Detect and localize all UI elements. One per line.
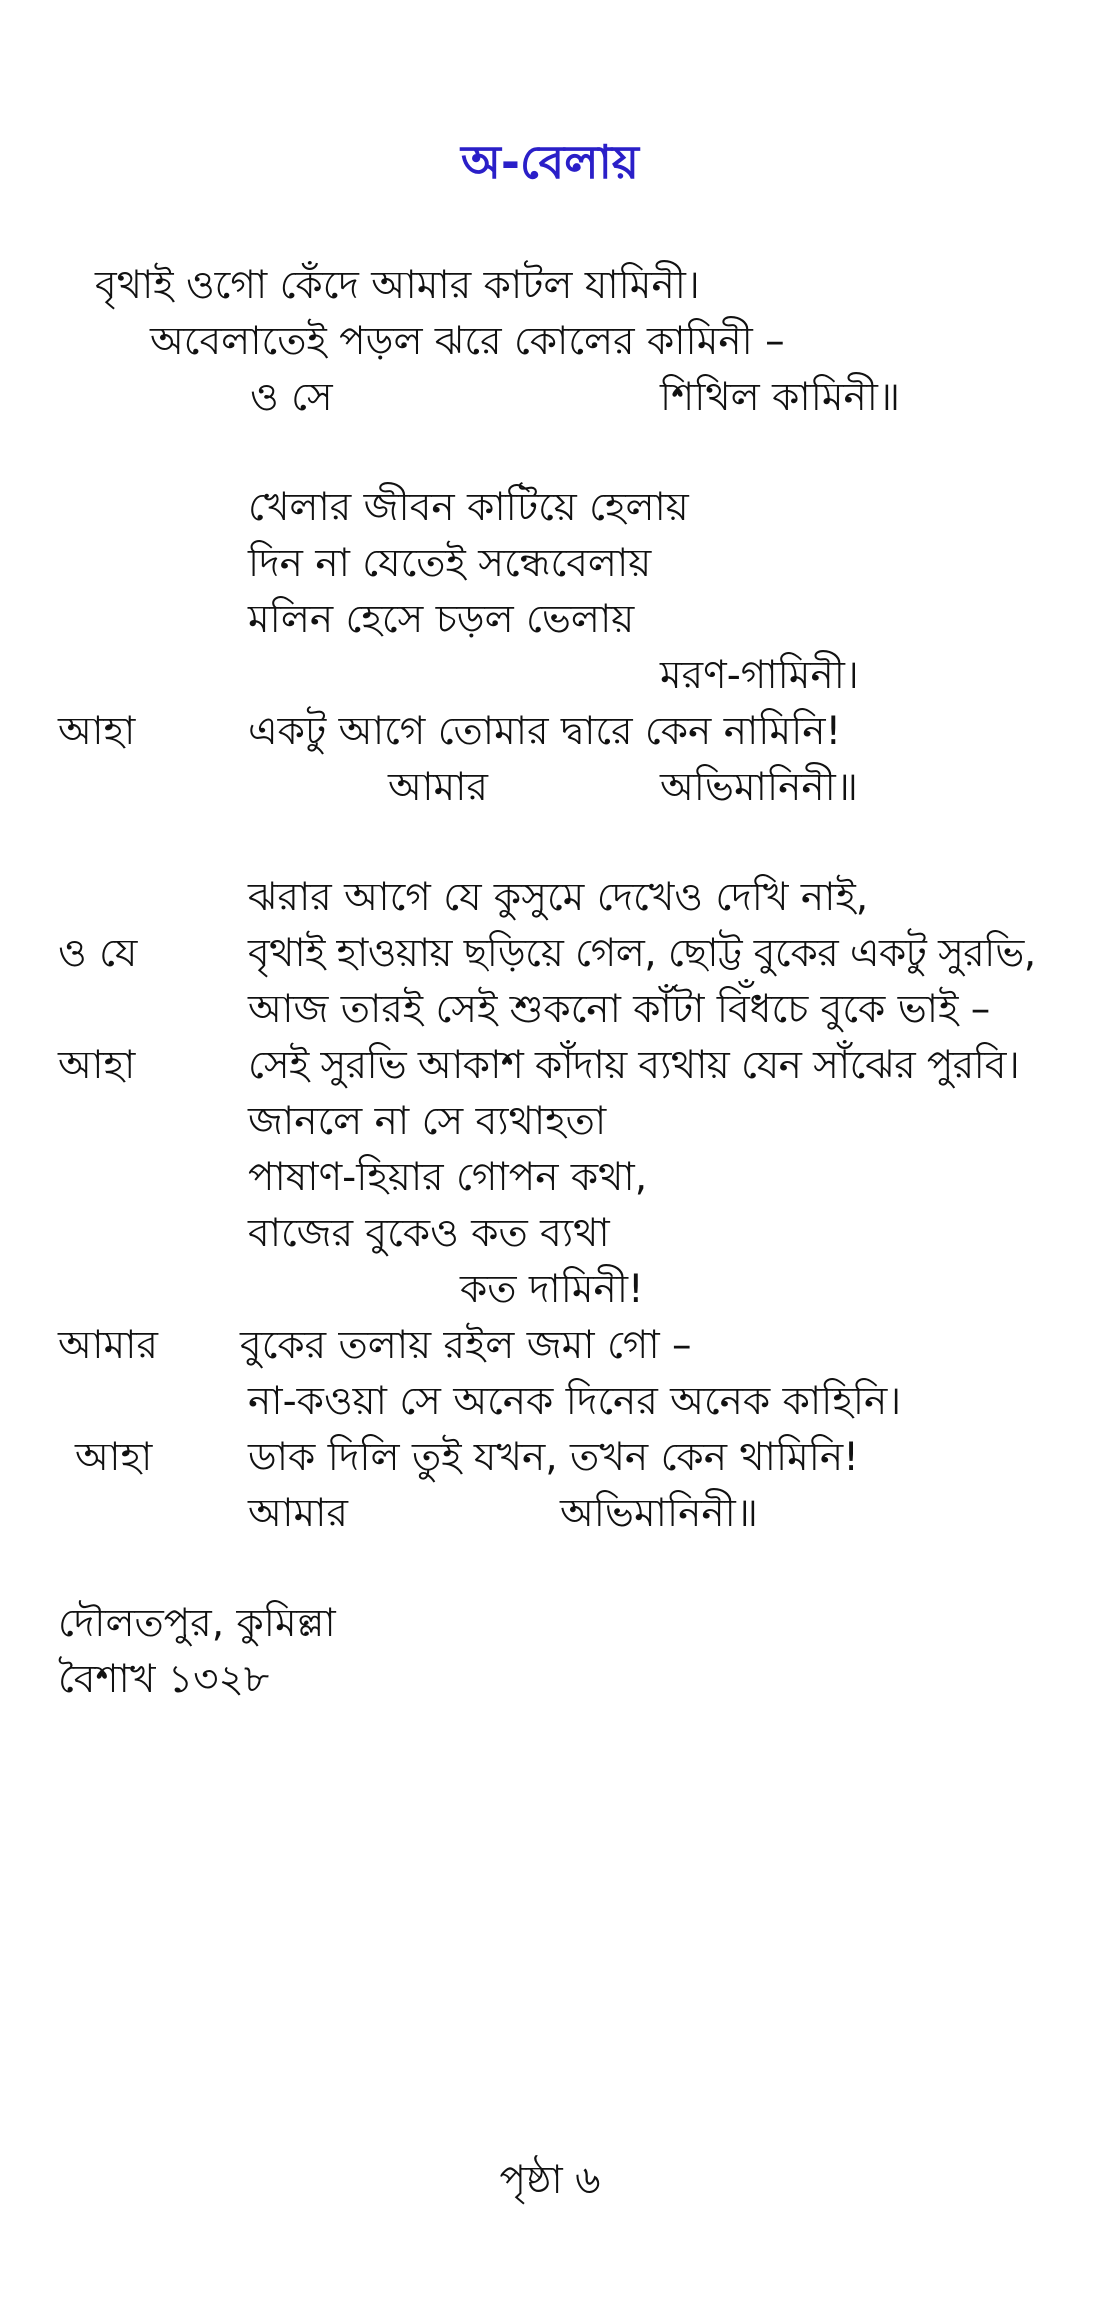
- poem-line: ও সে: [250, 375, 333, 420]
- poem-line: না-কওয়া সে অনেক দিনের অনেক কাহিনি।: [248, 1379, 902, 1424]
- footer-place: দৌলতপুর, কুমিল্লা: [58, 1601, 336, 1646]
- line-prefix: ও যে: [58, 931, 138, 976]
- poem-title: অ-বেলায়: [461, 135, 639, 189]
- line-prefix: আহা: [75, 1435, 153, 1480]
- poem-line: বাজের বুকেও কত ব্যথা: [248, 1211, 610, 1256]
- poem-line: সেই সুরভি আকাশ কাঁদায় ব্যথায় যেন সাঁঝের পুরবি।: [248, 1043, 1020, 1088]
- poem-line: আমার: [248, 1491, 348, 1536]
- poem-line: ঝরার আগে যে কুসুমে দেখেও দেখি নাই,: [248, 875, 869, 920]
- poem-line: অভিমানিনী॥: [660, 765, 858, 810]
- poem-line: বৃথাই ওগো কেঁদে আমার কাটল যামিনী।: [95, 263, 700, 308]
- poem-line: জানলে না সে ব্যথাহতা: [248, 1099, 607, 1144]
- poem-line: কত দামিনী!: [460, 1267, 644, 1312]
- poem-line: বৃথাই হাওয়ায় ছড়িয়ে গেল, ছোট্ট বুকের একটু সুরভি,: [248, 931, 1036, 976]
- poem-line: দিন না যেতেই সন্ধেবেলায়: [248, 541, 652, 586]
- line-prefix: আহা: [58, 709, 136, 754]
- poem-line: অবেলাতেই পড়ল ঝরে কোলের কামিনী –: [150, 319, 785, 364]
- line-prefix: আমার: [58, 1323, 158, 1368]
- line-prefix: আহা: [58, 1043, 136, 1088]
- poem-line: একটু আগে তোমার দ্বারে কেন নামিনি!: [248, 709, 842, 754]
- poem-line: শিথিল কামিনী॥: [660, 375, 901, 420]
- poem-line: আজ তারই সেই শুকনো কাঁটা বিঁধচে বুকে ভাই –: [248, 987, 991, 1032]
- poem-line: মরণ-গামিনী।: [660, 653, 859, 698]
- poem-line: ডাক দিলি তুই যখন, তখন কেন থামিনি!: [248, 1435, 859, 1480]
- page-number: পৃষ্ঠা ৬: [499, 2158, 601, 2203]
- poem-line: বুকের তলায় রইল জমা গো –: [240, 1323, 692, 1368]
- poem-line: আমার: [388, 765, 488, 810]
- poem-line: খেলার জীবন কাটিয়ে হেলায়: [248, 485, 689, 530]
- poem-line: অভিমানিনী॥: [560, 1491, 758, 1536]
- footer-date: বৈশাখ ১৩২৮: [58, 1657, 270, 1702]
- poem-line: মলিন হেসে চড়ল ভেলায়: [248, 597, 635, 642]
- poem-line: পাষাণ-হিয়ার গোপন কথা,: [248, 1155, 648, 1200]
